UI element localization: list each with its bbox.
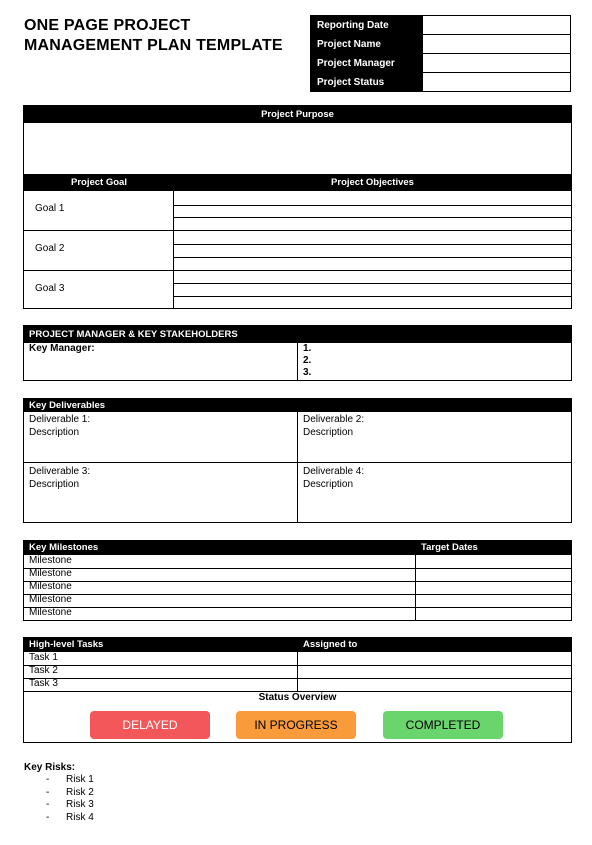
reporting-date-label: Reporting Date [311,16,423,35]
project-purpose-header: Project Purpose [24,106,571,123]
stakeholders-header: PROJECT MANAGER & KEY STAKEHOLDERS [24,326,571,343]
title-line-2: MANAGEMENT PLAN TEMPLATE [24,37,283,54]
stakeholder-2: 2. [303,355,312,366]
goals-header-bar [24,174,571,191]
project-purpose-field[interactable] [24,123,571,174]
risk-3: Risk 3 [66,799,94,811]
project-name-label: Project Name [311,35,423,54]
task-3: Task 3 [29,678,58,689]
deliverable-1-desc: Description [29,427,80,438]
deliverables-header: Key Deliverables [24,399,571,412]
project-objectives-header: Project Objectives [331,177,414,188]
deliverable-3-desc: Description [29,479,80,490]
assigned-to-header: Assigned to [303,639,358,650]
title-line-1: ONE PAGE PROJECT [24,17,191,34]
risk-item: - Risk 2 [46,786,94,798]
deliverable-3[interactable] [29,465,90,491]
tasks-header-bar [24,638,571,652]
header-fields-table [310,15,571,92]
key-manager-label: Key Manager: [29,343,95,354]
task-1: Task 1 [29,652,58,663]
deliverable-3-name: Deliverable 3: [29,466,91,477]
milestones-section [23,540,572,621]
goal-1-label: Goal 1 [35,203,65,214]
task-2: Task 2 [29,665,58,676]
risk-4: Risk 4 [66,812,94,824]
goal-2-label: Goal 2 [35,243,65,254]
page-title [24,16,283,56]
deliverables-section [23,398,572,523]
deliverable-4-name: Deliverable 4: [303,466,365,477]
project-name-field[interactable] [423,35,571,54]
deliverable-1[interactable] [29,413,90,439]
deliverable-2-desc: Description [303,427,354,438]
milestone-3: Milestone [29,581,72,592]
deliverable-4-desc: Description [303,479,354,490]
purpose-goals-section [23,105,572,309]
stakeholder-1: 1. [303,343,312,354]
risk-2: Risk 2 [66,786,94,798]
risk-item: - Risk 3 [46,799,94,811]
reporting-date-field[interactable] [423,16,571,35]
delayed-status-button[interactable]: DELAYED [90,711,210,739]
risk-item: - Risk 4 [46,812,94,824]
target-dates-header: Target Dates [421,542,478,553]
project-manager-label: Project Manager [311,54,423,73]
in-progress-status-button[interactable]: IN PROGRESS [236,711,356,739]
project-manager-field[interactable] [423,54,571,73]
project-status-field[interactable] [423,73,571,92]
goal-3-label: Goal 3 [35,283,65,294]
milestone-1: Milestone [29,555,72,566]
deliverable-2[interactable] [303,413,364,439]
milestone-4: Milestone [29,594,72,605]
deliverable-2-name: Deliverable 2: [303,414,365,425]
risks-list [46,774,94,825]
deliverable-4[interactable] [303,465,364,491]
project-status-label: Project Status [311,73,423,92]
risk-1: Risk 1 [66,774,94,785]
stakeholders-section [23,325,572,381]
completed-status-button[interactable]: COMPLETED [383,711,503,739]
deliverable-1-name: Deliverable 1: [29,414,91,425]
milestones-header-bar [24,541,571,555]
milestones-header: Key Milestones [29,542,99,553]
status-overview-label: Status Overview [258,692,337,703]
stakeholder-3: 3. [303,367,312,378]
milestone-5: Milestone [29,607,72,618]
key-risks-label: Key Risks: [24,762,76,773]
project-goal-header: Project Goal [71,177,127,188]
risk-item: - Risk 1 [46,774,94,785]
milestone-2: Milestone [29,568,72,579]
tasks-header: High-level Tasks [29,639,104,650]
